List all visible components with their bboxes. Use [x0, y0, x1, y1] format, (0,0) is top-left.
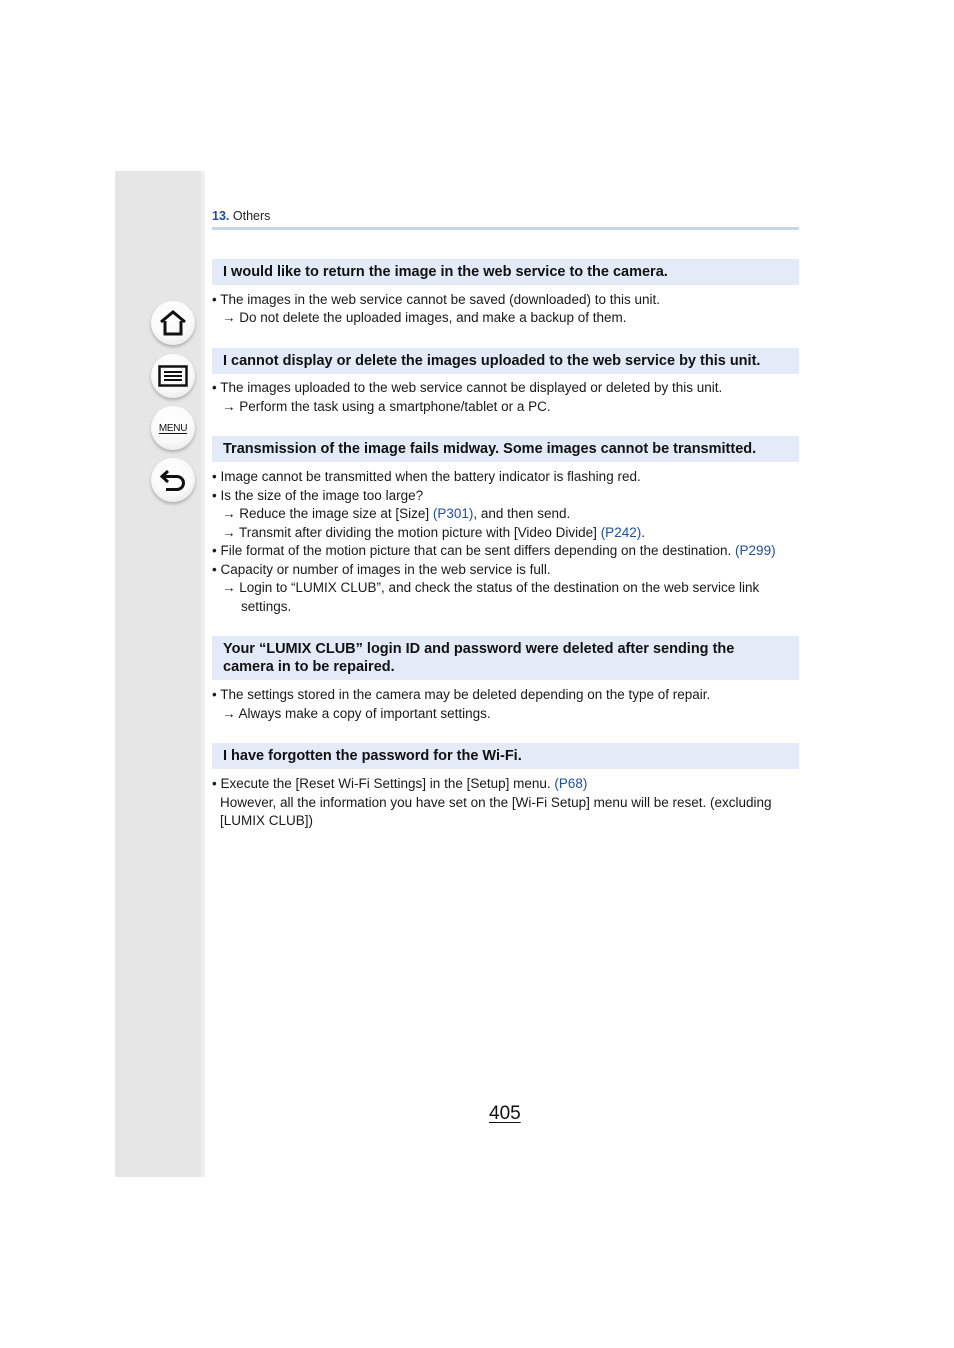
section-heading: I cannot display or delete the images uploaded to the web service by this unit. — [212, 348, 799, 374]
header-rule — [212, 227, 799, 230]
text-line: → Perform the task using a smartphone/tablet or a PC. — [222, 399, 551, 414]
back-button[interactable] — [151, 458, 195, 502]
contents-button[interactable] — [151, 354, 195, 398]
page-link-p68[interactable]: (P68) — [554, 776, 588, 791]
text-line: [LUMIX CLUB]) — [220, 813, 314, 828]
text-span: → Reduce the image size at [Size] — [222, 506, 433, 521]
home-icon — [158, 309, 188, 337]
section-heading: Transmission of the image fails midway. Some images cannot be transmitted. — [212, 436, 799, 462]
text-line: → Login to “LUMIX CLUB”, and check the status of the destination on the web service link — [222, 580, 760, 595]
text-line: → Always make a copy of important settings. — [222, 706, 491, 721]
chapter-number: 13. — [212, 209, 230, 223]
text-line: • The images in the web service cannot be saved (downloaded) to this unit. — [212, 292, 660, 307]
text-line: • Image cannot be transmitted when the battery indicator is flashing red. — [212, 469, 641, 484]
text-line: → Do not delete the uploaded images, and make a backup of them. — [222, 310, 627, 325]
page-number: 405 — [489, 1103, 521, 1124]
page-link-p242[interactable]: (P242) — [600, 525, 642, 540]
menu-button[interactable] — [151, 406, 195, 450]
list-icon — [158, 365, 188, 387]
menu-label: MENU — [158, 422, 188, 434]
breadcrumb — [212, 209, 270, 223]
heading-line: Your “LUMIX CLUB” login ID and password were deleted after sending the — [223, 641, 735, 657]
text-line — [222, 524, 645, 542]
text-line: • Capacity or number of images in the web service is full. — [212, 562, 551, 577]
text-span: → Transmit after dividing the motion picture with [Video Divide] — [222, 525, 601, 540]
home-button[interactable] — [151, 301, 195, 345]
text-line: However, all the information you have set on the [Wi-Fi Setup] menu will be reset. (excluding — [220, 795, 772, 810]
text-line — [222, 505, 570, 523]
text-span: . — [641, 525, 645, 540]
heading-line: camera in to be repaired. — [223, 659, 395, 675]
section-heading: I would like to return the image in the web service to the camera. — [212, 259, 799, 285]
text-line: • Is the size of the image too large? — [212, 488, 424, 503]
text-line: settings. — [241, 599, 292, 614]
page-link-p301[interactable]: (P301) — [432, 506, 474, 521]
text-span: • File format of the motion picture that can be sent differs depending on the destination. — [212, 543, 736, 558]
text-line — [212, 775, 587, 793]
text-span: , and then send. — [473, 506, 571, 521]
text-line — [212, 542, 776, 560]
text-line: • The images uploaded to the web service cannot be displayed or deleted by this unit. — [212, 380, 723, 395]
chapter-title: Others — [232, 209, 271, 223]
sidebar-edge — [201, 171, 205, 1177]
section-heading — [212, 636, 799, 680]
return-arrow-icon — [158, 467, 188, 493]
text-span: • Execute the [Reset Wi-Fi Settings] in the [Setup] menu. — [212, 776, 555, 791]
section-heading: I have forgotten the password for the Wi-Fi. — [212, 743, 799, 769]
page-link-p299[interactable]: (P299) — [735, 543, 776, 558]
text-line: • The settings stored in the camera may be deleted depending on the type of repair. — [212, 687, 711, 702]
